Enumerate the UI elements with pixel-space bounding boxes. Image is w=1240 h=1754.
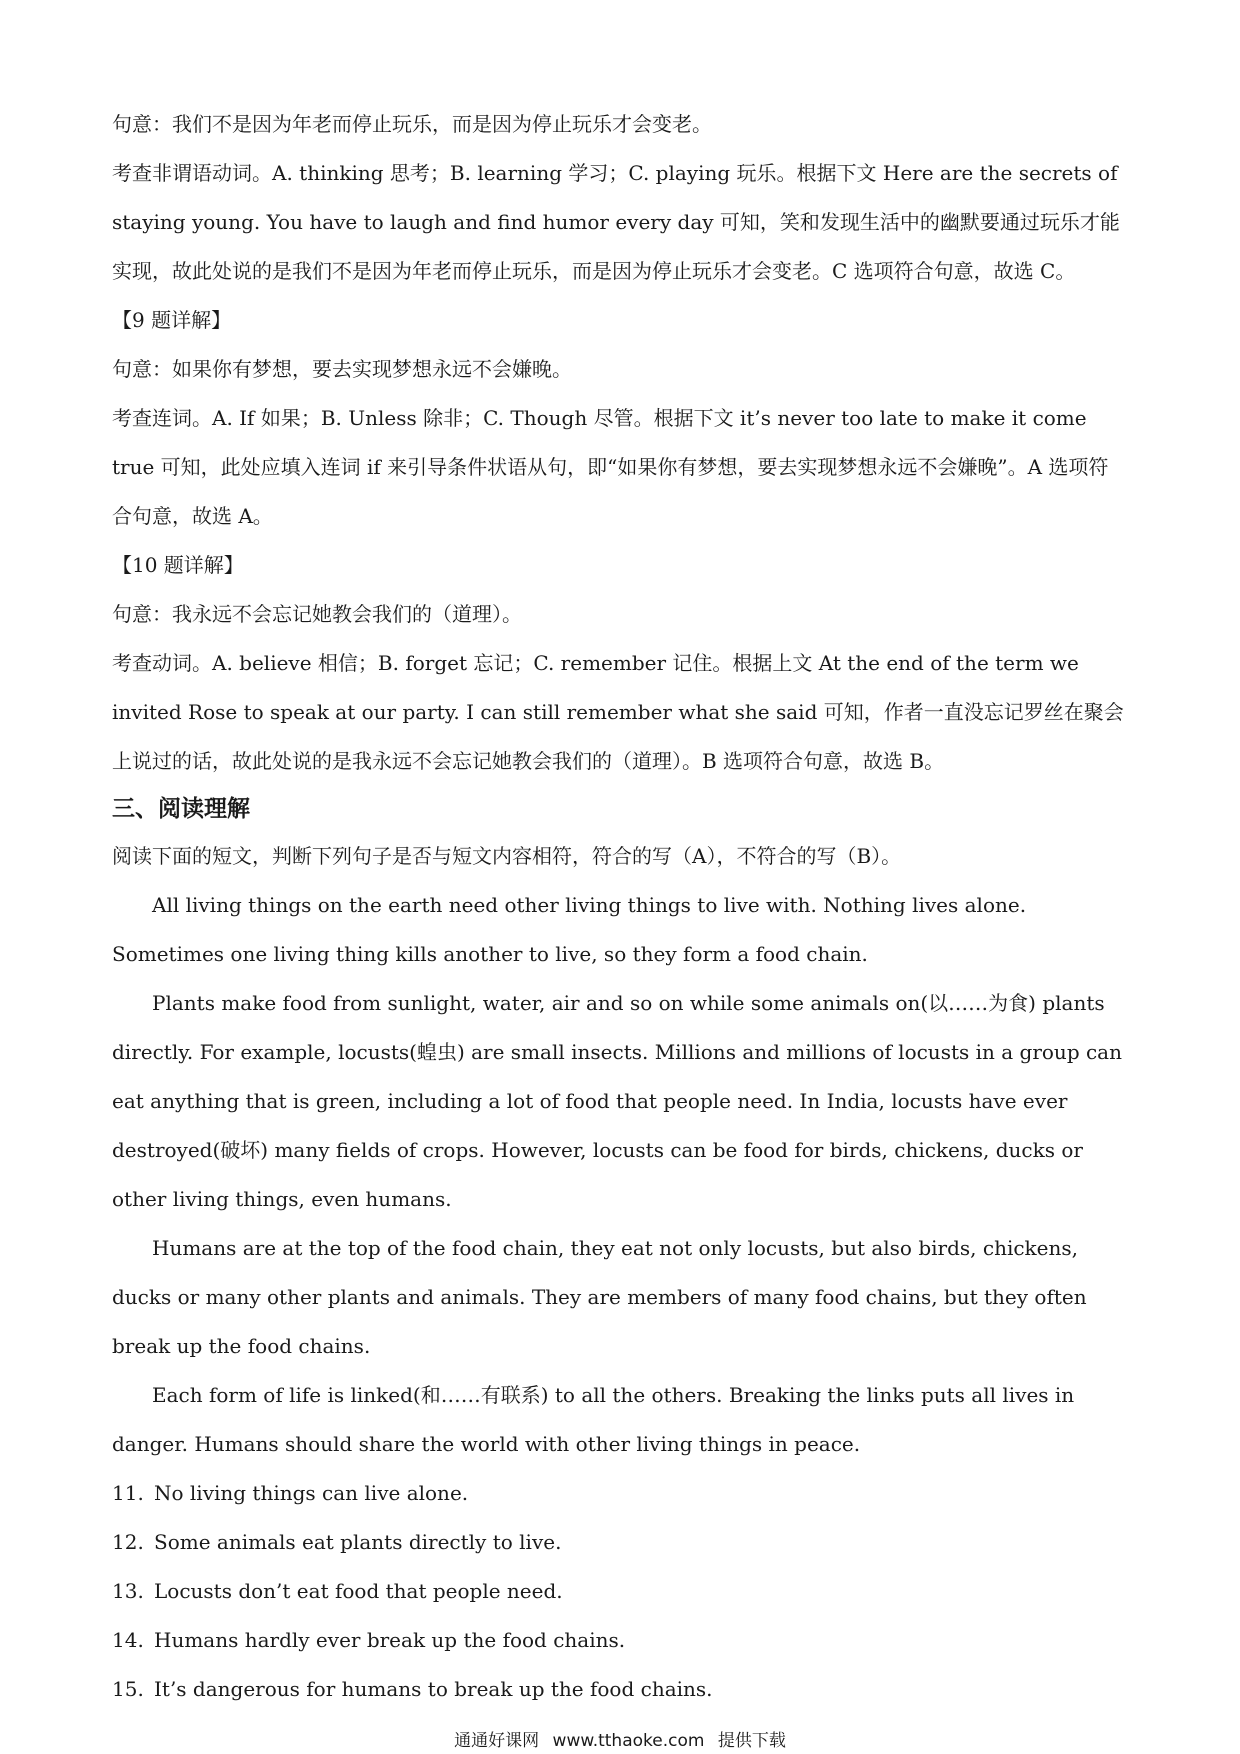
question-number: 14. (112, 1628, 144, 1652)
question-text: Locusts don’t eat food that people need. (154, 1579, 563, 1603)
question-text: It’s dangerous for humans to break up the food chains. (154, 1677, 713, 1701)
reading-instruction: 阅读下面的短文，判断下列句子是否与短文内容相符，符合的写（A），不符合的写（B）。 (112, 844, 902, 868)
question-number: 13. (112, 1579, 144, 1603)
question-list (112, 1469, 1128, 1714)
q9-meaning: 句意：如果你有梦想，要去实现梦想永远不会嫌晚。 (112, 357, 572, 381)
question-item (112, 1567, 1128, 1616)
question-item (112, 1616, 1128, 1665)
q10-title: 【10 题详解】 (112, 553, 244, 577)
question-text: No living things can live alone. (154, 1481, 469, 1505)
question-item (112, 1469, 1128, 1518)
document-body (112, 100, 1128, 1714)
footer-suffix: 提供下载 (717, 1731, 786, 1751)
question-text: Some animals eat plants directly to live. (154, 1530, 562, 1554)
q9-analysis: 考查连词。A. If 如果；B. Unless 除非；C. Though 尽管。根据下文 it’s never too late to make it come true 可知，此处应填入连词 if 来引导条件状语从句，即“如果你有梦想，要去实现梦想永远不会嫌晚”。A 选项符合句意，故选 A。 (112, 406, 1109, 528)
question-text: Humans hardly ever break up the food chains. (154, 1628, 626, 1652)
passage-paragraph: Each form of life is linked(和……有联系) to all the others. Breaking the links puts all lives in danger. Humans should share the world with other living things in peace. (112, 1383, 1075, 1456)
page-footer (0, 1731, 1240, 1751)
passage-paragraph: All living things on the earth need other living things to live with. Nothing lives alone. Sometimes one living thing kills another to live, so they form a food chain. (112, 893, 1027, 966)
footer-site-name: 通通好课网 (454, 1731, 540, 1751)
question-item (112, 1518, 1128, 1567)
question-number: 11. (112, 1481, 144, 1505)
question-number: 15. (112, 1677, 144, 1701)
footer-url[interactable]: www.tthaoke.com (552, 1731, 705, 1751)
passage-paragraph: Plants make food from sunlight, water, air and so on while some animals on(以……为食) plants directly. For example, locusts(蝗虫) are small insects. Millions and millions of locusts in a group can eat anything that is green, including a lot of food that people need. In India, locusts have ever destroyed(破坏) many fields of crops. However, locusts can be food for birds, chickens, ducks or other living things, even humans. (112, 991, 1122, 1211)
q10-meaning: 句意：我永远不会忘记她教会我们的（道理）。 (112, 602, 522, 626)
q10-analysis: 考查动词。A. believe 相信；B. forget 忘记；C. remember 记住。根据上文 At the end of the term we invited Rose to speak at our party. I can still remember what she said 可知，作者一直没忘记罗丝在聚会上说过的话，故此处说的是我永远不会忘记她教会我们的（道理）。B 选项符合句意，故选 B。 (112, 651, 1124, 773)
question-item (112, 1665, 1128, 1714)
q8-analysis: 考查非谓语动词。A. thinking 思考；B. learning 学习；C. playing 玩乐。根据下文 Here are the secrets of staying young. You have to laugh and find humor every day 可知，笑和发现生活中的幽默要通过玩乐才能实现，故此处说的是我们不是因为年老而停止玩乐，而是因为停止玩乐才会变老。C 选项符合句意，故选 C。 (112, 161, 1120, 283)
q9-title: 【9 题详解】 (112, 308, 232, 332)
passage-paragraph: Humans are at the top of the food chain, they eat not only locusts, but also birds, chickens, ducks or many other plants and animals. They are members of many food chains, but they often break up the food chains. (112, 1236, 1087, 1358)
section-title: 三、阅读理解 (112, 796, 250, 822)
q8-meaning: 句意：我们不是因为年老而停止玩乐，而是因为停止玩乐才会变老。 (112, 112, 712, 136)
question-number: 12. (112, 1530, 144, 1554)
